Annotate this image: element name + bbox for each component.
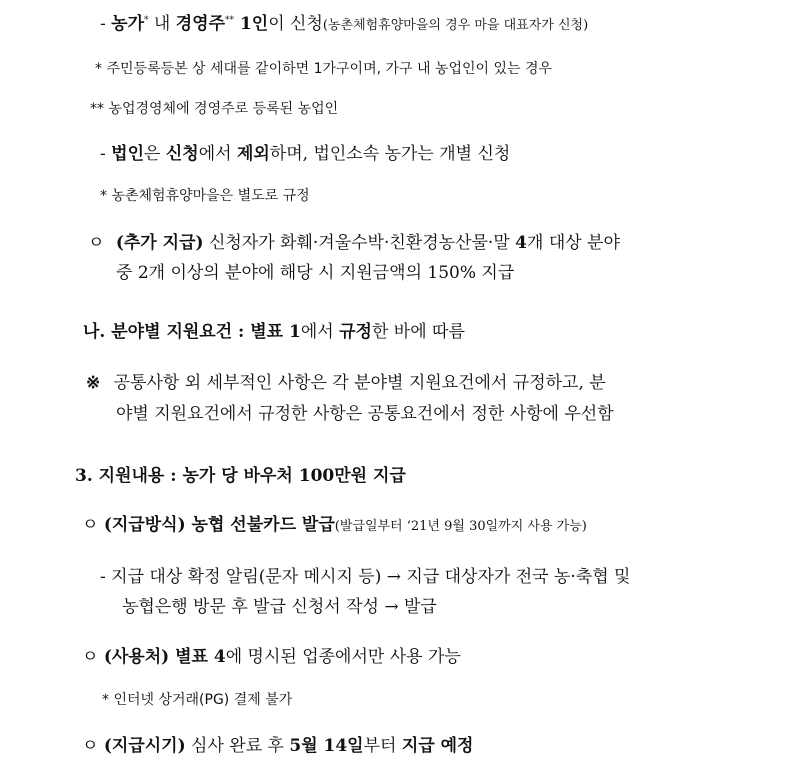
footnote-owner: ** 농업경영체에 경영주로 등록된 농업인 xyxy=(90,101,339,117)
payment-process-line1: - 지급 대상 확정 알림(문자 메시지 등) → 지급 대상자가 전국 농·축협 및 xyxy=(100,567,631,587)
reference-mark: ※ xyxy=(86,373,101,393)
additional-payment-line1: ㅇ (추가 지급) 신청자가 화훼·겨울수박·친환경농산물·말 4개 대상 분야 xyxy=(88,233,620,253)
section-3-heading: 3. 지원내용 : 농가 당 바우처 100만원 지급 xyxy=(75,466,406,486)
eligibility-line-farm-owner: - 농가* 내 경영주** 1인이 신청(농촌체험휴양마을의 경우 마을 대표자가 신청) xyxy=(100,14,589,34)
footnote-pg: * 인터넷 상거래(PG) 결제 불가 xyxy=(102,692,293,708)
section-na-heading: 나. 분야별 지원요건 : 별표 1에서 규정한 바에 따름 xyxy=(83,322,465,342)
footnote-mark: ** xyxy=(225,15,235,26)
farm-term: 농가 xyxy=(111,14,145,34)
circle-bullet: ㅇ xyxy=(88,233,105,253)
payment-process-line2: 농협은행 방문 후 발급 신청서 작성 → 발급 xyxy=(122,597,437,617)
footnote-mark: * xyxy=(144,15,149,26)
note-line1: ※ 공통사항 외 세부적인 사항은 각 분야별 지원요건에서 규정하고, 분 xyxy=(86,373,606,393)
circle-bullet: ㅇ xyxy=(82,647,99,667)
additional-payment-line2: 중 2개 이상의 분야에 해당 시 지원금액의 150% 지급 xyxy=(116,263,515,283)
circle-bullet: ㅇ xyxy=(82,515,99,535)
payment-method-line: ㅇ (지급방식) 농협 선불카드 발급(발급일부터 ‘21년 9월 30일까지 사용 가능) xyxy=(82,515,587,535)
owner-term: 경영주 xyxy=(175,14,226,34)
circle-bullet: ㅇ xyxy=(82,736,99,756)
payment-schedule-line: ㅇ (지급시기) 심사 완료 후 5월 14일부터 지급 예정 xyxy=(82,736,474,756)
usage-place-line: ㅇ (사용처) 별표 4에 명시된 업종에서만 사용 가능 xyxy=(82,647,461,667)
footnote-village: * 농촌체험휴양마을은 별도로 규정 xyxy=(100,188,310,204)
footnote-household: * 주민등록등본 상 세대를 같이하면 1가구이며, 가구 내 농업인이 있는 경우 xyxy=(95,61,553,77)
eligibility-line-corporation: - 법인은 신청에서 제외하며, 법인소속 농가는 개별 신청 xyxy=(100,144,511,164)
note-line2: 야별 지원요건에서 규정한 사항은 공통요건에서 정한 사항에 우선함 xyxy=(116,404,614,424)
